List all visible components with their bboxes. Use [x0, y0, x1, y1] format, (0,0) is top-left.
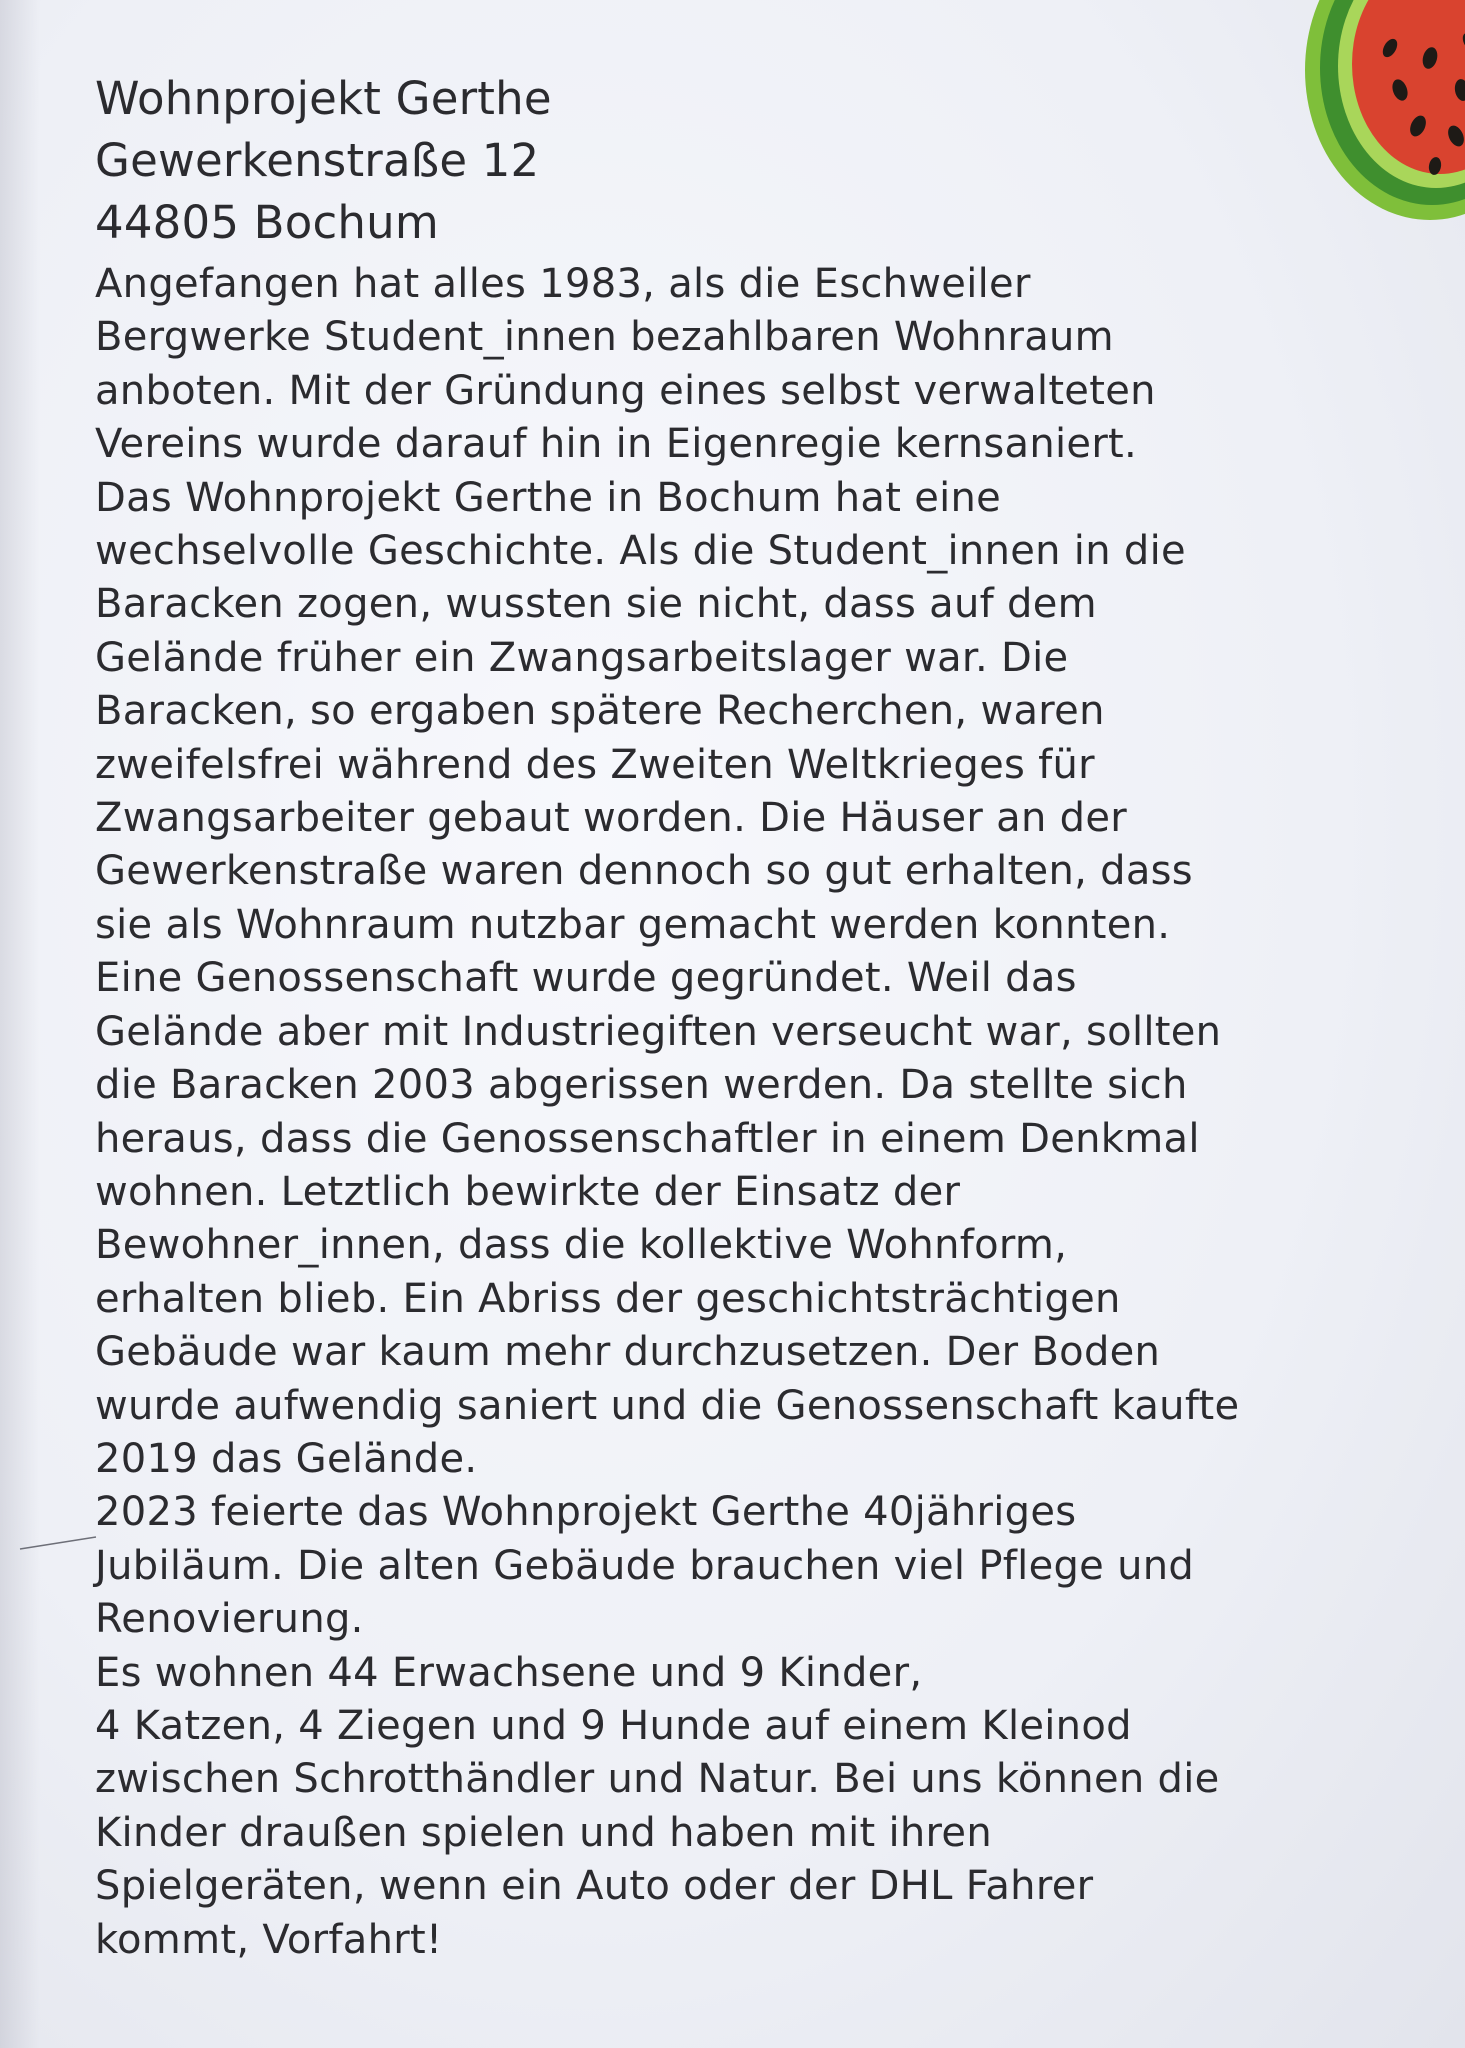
body-line: Eine Genossenschaft wurde gegründet. Weil das [95, 955, 1077, 1002]
paper-edge-shadow [0, 0, 40, 2048]
body-line: Kinder draußen spielen und haben mit ihren [95, 1809, 992, 1856]
body-line: Gewerkenstraße waren dennoch so gut erhalten, dass [95, 848, 1193, 895]
body-line: Renovierung. [95, 1596, 364, 1643]
body-line: Angefangen hat alles 1983, als die Eschweiler [95, 261, 1031, 307]
body-line: Vereins wurde darauf hin in Eigenregie kernsaniert. [95, 421, 1138, 468]
body-line: Baracken zogen, wussten sie nicht, dass auf dem [95, 581, 1097, 628]
street-address: Gewerkenstraße 12 [95, 134, 540, 187]
body-line: wechselvolle Geschichte. Als die Student_innen in die [95, 528, 1186, 575]
body-line: wohnen. Letztlich bewirkte der Einsatz der [95, 1168, 961, 1215]
project-name: Wohnprojekt Gerthe [95, 72, 552, 125]
body-line: Das Wohnprojekt Gerthe in Bochum hat eine [95, 474, 1002, 521]
paper-scratch-mark [18, 1535, 98, 1551]
body-line: wurde aufwendig saniert und die Genossenschaft kaufte [95, 1382, 1240, 1429]
postal-city: 44805 Bochum [95, 196, 439, 249]
body-line: heraus, dass die Genossenschaftler in einem Denkmal [95, 1115, 1200, 1162]
body-text [95, 258, 1415, 1967]
body-line: 2019 das Gelände. [95, 1435, 478, 1482]
body-line: Zwangsarbeiter gebaut worden. Die Häuser an der [95, 795, 1128, 842]
body-line: sie als Wohnraum nutzbar gemacht werden konnten. [95, 901, 1171, 948]
body-line: Baracken, so ergaben spätere Recherchen, waren [95, 688, 1105, 735]
body-line: kommt, Vorfahrt! [95, 1916, 443, 1963]
body-line: anboten. Mit der Gründung eines selbst verwalteten [95, 367, 1156, 414]
body-line: Spielgeräten, wenn ein Auto oder der DHL Fahrer [95, 1863, 1094, 1910]
body-line: erhalten blieb. Ein Abriss der geschichtsträchtigen [95, 1275, 1121, 1322]
body-line: Jubiläum. Die alten Gebäude brauchen viel Pflege und [95, 1542, 1195, 1589]
body-line: Bergwerke Student_innen bezahlbaren Wohnraum [95, 314, 1114, 361]
body-line: Bewohner_innen, dass die kollektive Wohnform, [95, 1222, 1068, 1269]
body-line: Es wohnen 44 Erwachsene und 9 Kinder, [95, 1649, 923, 1696]
body-line: Gelände aber mit Industriegiften verseucht war, sollten [95, 1008, 1222, 1055]
body-line: 4 Katzen, 4 Ziegen und 9 Hunde auf einem Kleinod [95, 1702, 1132, 1749]
body-line: die Baracken 2003 abgerissen werden. Da stellte sich [95, 1062, 1188, 1109]
document-text [95, 68, 1415, 1967]
body-line: Gelände früher ein Zwangsarbeitslager war. Die [95, 634, 1069, 681]
body-line: zweifelsfrei während des Zweiten Weltkrieges für [95, 741, 1095, 788]
body-line: Gebäude war kaum mehr durchzusetzen. Der Boden [95, 1329, 1161, 1376]
body-line: zwischen Schrotthändler und Natur. Bei uns können die [95, 1756, 1220, 1803]
body-line: 2023 feierte das Wohnprojekt Gerthe 40jähriges [95, 1489, 1077, 1536]
